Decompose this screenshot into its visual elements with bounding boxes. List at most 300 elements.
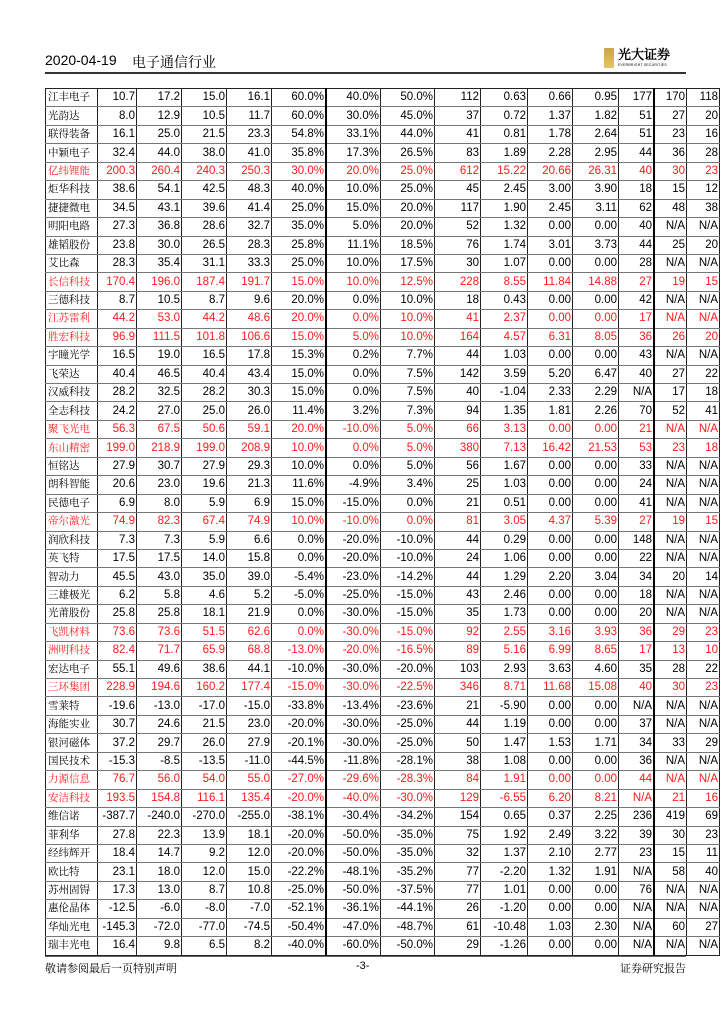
company-name-cell: 飞荣达: [46, 365, 98, 383]
company-name-cell: 洲明科技: [46, 642, 98, 660]
value-cell: 5.0%: [381, 439, 435, 457]
value-cell: 39.6: [182, 199, 227, 217]
value-cell: 16.5: [98, 347, 137, 365]
value-cell: 0.00: [528, 881, 573, 899]
value-cell: N/A: [619, 900, 655, 918]
value-cell: 2.55: [481, 623, 528, 641]
value-cell: -74.5: [227, 918, 272, 936]
value-cell: N/A: [654, 254, 687, 272]
value-cell: 3.22: [573, 826, 619, 844]
value-cell: 45: [435, 181, 481, 199]
table-row: [46, 679, 720, 697]
value-cell: 346: [435, 679, 481, 697]
value-cell: -50.0%: [326, 844, 381, 862]
company-name-cell: 炬华科技: [46, 181, 98, 199]
company-name-cell: 中颖电子: [46, 144, 98, 162]
value-cell: 23.0: [137, 476, 182, 494]
value-cell: 7.5%: [381, 384, 435, 402]
value-cell: 11.84: [528, 273, 573, 291]
value-cell: 10: [687, 642, 720, 660]
value-cell: 20.0%: [381, 218, 435, 236]
value-cell: 38.6: [182, 660, 227, 678]
value-cell: 42: [619, 291, 655, 309]
value-cell: N/A: [654, 900, 687, 918]
value-cell: 2.26: [573, 402, 619, 420]
value-cell: 240.3: [182, 162, 227, 180]
value-cell: 52: [654, 402, 687, 420]
table-row: [46, 384, 720, 402]
value-cell: 20.66: [528, 162, 573, 180]
page-number: -3-: [356, 960, 370, 972]
value-cell: -20.0%: [326, 531, 381, 549]
value-cell: 0.00: [573, 586, 619, 604]
value-cell: 8.2: [227, 937, 272, 955]
value-cell: -47.0%: [326, 918, 381, 936]
value-cell: -36.1%: [326, 900, 381, 918]
value-cell: 21.5: [182, 715, 227, 733]
value-cell: 23: [687, 623, 720, 641]
value-cell: 0.00: [573, 310, 619, 328]
value-cell: 25.8%: [272, 236, 327, 254]
value-cell: 83: [435, 144, 481, 162]
value-cell: 36: [619, 752, 655, 770]
value-cell: 20: [687, 236, 720, 254]
value-cell: -25.0%: [272, 881, 327, 899]
table-row: [46, 531, 720, 549]
value-cell: 0.00: [573, 254, 619, 272]
value-cell: 15: [687, 513, 720, 531]
value-cell: 0.0%: [326, 439, 381, 457]
value-cell: 46.5: [137, 365, 182, 383]
table-row: [46, 771, 720, 789]
value-cell: 164: [435, 328, 481, 346]
value-cell: 5.9: [182, 531, 227, 549]
value-cell: 0.00: [528, 420, 573, 438]
value-cell: -240.0: [137, 808, 182, 826]
value-cell: 11.4%: [272, 402, 327, 420]
value-cell: N/A: [687, 347, 720, 365]
value-cell: 74.9: [98, 513, 137, 531]
value-cell: 101.8: [182, 328, 227, 346]
value-cell: 196.0: [137, 273, 182, 291]
value-cell: 84: [435, 771, 481, 789]
value-cell: -40.0%: [326, 789, 381, 807]
value-cell: 44: [619, 236, 655, 254]
value-cell: 60: [654, 918, 687, 936]
value-cell: 0.0%: [326, 365, 381, 383]
value-cell: 28.6: [182, 218, 227, 236]
value-cell: 1.92: [481, 826, 528, 844]
value-cell: -30.0%: [326, 605, 381, 623]
value-cell: 65.9: [182, 642, 227, 660]
value-cell: 17: [619, 642, 655, 660]
value-cell: N/A: [619, 918, 655, 936]
value-cell: N/A: [654, 476, 687, 494]
value-cell: 2.45: [481, 181, 528, 199]
value-cell: N/A: [687, 881, 720, 899]
value-cell: 25.0%: [381, 181, 435, 199]
table-row: [46, 328, 720, 346]
value-cell: 44: [435, 715, 481, 733]
value-cell: -4.9%: [326, 476, 381, 494]
value-cell: 11.68: [528, 679, 573, 697]
value-cell: 170: [654, 89, 687, 107]
value-cell: 0.0%: [326, 291, 381, 309]
value-cell: 16: [687, 125, 720, 143]
value-cell: 19.0: [137, 347, 182, 365]
company-name-cell: 维信诺: [46, 808, 98, 826]
industry-title: 电子通信行业: [132, 54, 216, 70]
value-cell: -40.0%: [272, 937, 327, 955]
value-cell: 56: [435, 457, 481, 475]
value-cell: 41: [619, 494, 655, 512]
value-cell: 28.2: [182, 384, 227, 402]
value-cell: 15.0%: [272, 494, 327, 512]
value-cell: N/A: [687, 476, 720, 494]
value-cell: 25.0: [137, 125, 182, 143]
value-cell: 15.0%: [272, 328, 327, 346]
value-cell: 1.89: [481, 144, 528, 162]
value-cell: 2.25: [573, 808, 619, 826]
value-cell: 44.0%: [381, 125, 435, 143]
value-cell: 3.63: [528, 660, 573, 678]
value-cell: 76: [435, 236, 481, 254]
value-cell: 0.00: [573, 494, 619, 512]
value-cell: -35.2%: [381, 863, 435, 881]
value-cell: 15: [687, 273, 720, 291]
value-cell: 2.10: [528, 844, 573, 862]
value-cell: 27.3: [98, 218, 137, 236]
value-cell: 92: [435, 623, 481, 641]
value-cell: 61: [435, 918, 481, 936]
value-cell: 74.9: [227, 513, 272, 531]
value-cell: 0.0%: [272, 549, 327, 567]
value-cell: 0.0%: [381, 494, 435, 512]
value-cell: 21: [619, 420, 655, 438]
table-row: [46, 476, 720, 494]
value-cell: 0.29: [481, 531, 528, 549]
company-name-cell: 银河磁体: [46, 734, 98, 752]
value-cell: 11.7: [227, 107, 272, 125]
value-cell: 170.4: [98, 273, 137, 291]
value-cell: 43: [435, 586, 481, 604]
value-cell: 0.66: [528, 89, 573, 107]
value-cell: 154.8: [137, 789, 182, 807]
table-row: [46, 347, 720, 365]
value-cell: 33: [654, 734, 687, 752]
value-cell: 208.9: [227, 439, 272, 457]
value-cell: 17.5%: [381, 254, 435, 272]
value-cell: 117: [435, 199, 481, 217]
value-cell: 0.51: [481, 494, 528, 512]
table-row: [46, 789, 720, 807]
value-cell: -10.48: [481, 918, 528, 936]
value-cell: 3.4%: [381, 476, 435, 494]
value-cell: -20.0%: [381, 660, 435, 678]
value-cell: 3.00: [528, 181, 573, 199]
company-name-cell: 安洁科技: [46, 789, 98, 807]
value-cell: -25.0%: [381, 734, 435, 752]
value-cell: 77: [435, 881, 481, 899]
value-cell: 48.3: [227, 181, 272, 199]
table-row: [46, 218, 720, 236]
table-row: [46, 549, 720, 567]
value-cell: 30.0%: [272, 162, 327, 180]
value-cell: 103: [435, 660, 481, 678]
value-cell: 3.04: [573, 568, 619, 586]
value-cell: -52.1%: [272, 900, 327, 918]
value-cell: 10.0%: [326, 273, 381, 291]
value-cell: -20.0%: [326, 549, 381, 567]
value-cell: 89: [435, 642, 481, 660]
value-cell: 51: [619, 107, 655, 125]
value-cell: 27: [619, 513, 655, 531]
logo-cn-text: 光大证券: [618, 48, 671, 63]
value-cell: 25.0%: [272, 199, 327, 217]
value-cell: 56.3: [98, 420, 137, 438]
value-cell: -13.0%: [272, 642, 327, 660]
value-cell: N/A: [654, 586, 687, 604]
value-cell: N/A: [654, 310, 687, 328]
value-cell: N/A: [687, 549, 720, 567]
value-cell: -270.0: [182, 808, 227, 826]
value-cell: -145.3: [98, 918, 137, 936]
value-cell: 0.00: [573, 291, 619, 309]
value-cell: 76: [619, 881, 655, 899]
value-cell: 191.7: [227, 273, 272, 291]
value-cell: 15.0: [182, 89, 227, 107]
value-cell: -1.04: [481, 384, 528, 402]
value-cell: 55.1: [98, 660, 137, 678]
value-cell: N/A: [654, 752, 687, 770]
value-cell: 77: [435, 863, 481, 881]
value-cell: 16.1: [98, 125, 137, 143]
value-cell: 40.0%: [326, 89, 381, 107]
value-cell: 44.2: [98, 310, 137, 328]
value-cell: 1.32: [528, 863, 573, 881]
value-cell: -44.1%: [381, 900, 435, 918]
table-row: [46, 752, 720, 770]
value-cell: 18: [687, 384, 720, 402]
company-name-cell: 三德科技: [46, 291, 98, 309]
value-cell: 54.1: [137, 181, 182, 199]
value-cell: 24: [619, 476, 655, 494]
value-cell: 27: [654, 107, 687, 125]
value-cell: 250.3: [227, 162, 272, 180]
value-cell: 1.32: [481, 218, 528, 236]
value-cell: -22.2%: [272, 863, 327, 881]
value-cell: 106.6: [227, 328, 272, 346]
value-cell: 10.0%: [381, 291, 435, 309]
value-cell: 28: [619, 254, 655, 272]
company-name-cell: 汉威科技: [46, 384, 98, 402]
value-cell: 6.2: [98, 586, 137, 604]
value-cell: 1.91: [481, 771, 528, 789]
value-cell: 3.16: [528, 623, 573, 641]
report-date: 2020-04-19: [45, 52, 117, 68]
value-cell: 0.00: [573, 937, 619, 955]
value-cell: 26.0: [227, 402, 272, 420]
value-cell: 1.71: [573, 734, 619, 752]
value-cell: 10.5: [137, 291, 182, 309]
value-cell: -44.5%: [272, 752, 327, 770]
value-cell: 18.1: [227, 826, 272, 844]
value-cell: -20.0%: [272, 826, 327, 844]
value-cell: 7.3%: [381, 402, 435, 420]
company-name-cell: 欧比特: [46, 863, 98, 881]
company-name-cell: 全志科技: [46, 402, 98, 420]
value-cell: 67.4: [182, 513, 227, 531]
value-cell: -11.0: [227, 752, 272, 770]
value-cell: 7.7%: [381, 347, 435, 365]
value-cell: -50.0%: [381, 937, 435, 955]
value-cell: 16.5: [182, 347, 227, 365]
value-cell: 28.2: [98, 384, 137, 402]
value-cell: 17.3: [98, 881, 137, 899]
value-cell: N/A: [654, 291, 687, 309]
value-cell: 0.0%: [326, 310, 381, 328]
value-cell: 17.3%: [326, 144, 381, 162]
value-cell: 38: [687, 199, 720, 217]
value-cell: 0.00: [528, 937, 573, 955]
value-cell: -48.7%: [381, 918, 435, 936]
value-cell: -14.2%: [381, 568, 435, 586]
table-row: [46, 89, 720, 107]
value-cell: 1.29: [481, 568, 528, 586]
value-cell: 21.3: [227, 476, 272, 494]
value-cell: 1.37: [481, 844, 528, 862]
value-cell: 19.6: [182, 476, 227, 494]
company-name-cell: 三环集团: [46, 679, 98, 697]
value-cell: 25: [435, 476, 481, 494]
value-cell: 12: [687, 181, 720, 199]
value-cell: 37: [619, 715, 655, 733]
value-cell: 23: [619, 844, 655, 862]
value-cell: -22.5%: [381, 679, 435, 697]
value-cell: 32: [435, 844, 481, 862]
value-cell: 9.2: [182, 844, 227, 862]
table-row: [46, 125, 720, 143]
company-name-cell: 宏达电子: [46, 660, 98, 678]
value-cell: 200.3: [98, 162, 137, 180]
value-cell: 62.6: [227, 623, 272, 641]
value-cell: 10.0%: [381, 310, 435, 328]
value-cell: N/A: [687, 771, 720, 789]
value-cell: 27.0: [137, 402, 182, 420]
value-cell: 0.00: [528, 531, 573, 549]
value-cell: 94: [435, 402, 481, 420]
value-cell: 33.1%: [326, 125, 381, 143]
value-cell: 10.0%: [272, 457, 327, 475]
value-cell: N/A: [687, 254, 720, 272]
value-cell: -28.1%: [381, 752, 435, 770]
value-cell: N/A: [654, 697, 687, 715]
value-cell: 7.3: [98, 531, 137, 549]
value-cell: 3.90: [573, 181, 619, 199]
value-cell: 20.6: [98, 476, 137, 494]
table-row: [46, 586, 720, 604]
value-cell: -28.3%: [381, 771, 435, 789]
value-cell: 31.1: [182, 254, 227, 272]
value-cell: 160.2: [182, 679, 227, 697]
value-cell: 15.0%: [326, 199, 381, 217]
footer-report-type: 证券研究报告: [620, 963, 686, 975]
value-cell: 2.29: [573, 384, 619, 402]
value-cell: 48: [654, 199, 687, 217]
value-cell: 1.78: [528, 125, 573, 143]
value-cell: 177: [619, 89, 655, 107]
value-cell: 51.5: [182, 623, 227, 641]
company-name-cell: 经纬辉开: [46, 844, 98, 862]
value-cell: 68.8: [227, 642, 272, 660]
value-cell: 12.0: [227, 844, 272, 862]
value-cell: 1.03: [528, 918, 573, 936]
value-cell: 18.1: [182, 605, 227, 623]
value-cell: 1.53: [528, 734, 573, 752]
value-cell: 28.3: [98, 254, 137, 272]
value-cell: 0.00: [573, 549, 619, 567]
value-cell: 194.6: [137, 679, 182, 697]
value-cell: 18: [687, 439, 720, 457]
company-name-cell: 江丰电子: [46, 89, 98, 107]
value-cell: 0.00: [573, 752, 619, 770]
value-cell: -27.0%: [272, 771, 327, 789]
value-cell: 1.35: [481, 402, 528, 420]
table-row: [46, 420, 720, 438]
value-cell: -33.8%: [272, 697, 327, 715]
value-cell: 14.88: [573, 273, 619, 291]
value-cell: 45.5: [98, 568, 137, 586]
value-cell: 40: [619, 162, 655, 180]
value-cell: 0.00: [573, 218, 619, 236]
value-cell: 24.2: [98, 402, 137, 420]
company-name-cell: 飞凯材料: [46, 623, 98, 641]
table-row: [46, 457, 720, 475]
value-cell: 23.8: [98, 236, 137, 254]
value-cell: 16.4: [98, 937, 137, 955]
value-cell: 15.0%: [272, 384, 327, 402]
value-cell: 0.00: [528, 715, 573, 733]
value-cell: N/A: [654, 494, 687, 512]
value-cell: 1.82: [573, 107, 619, 125]
value-cell: 111.5: [137, 328, 182, 346]
value-cell: 35: [619, 660, 655, 678]
value-cell: 23: [654, 125, 687, 143]
value-cell: 13.0: [137, 881, 182, 899]
value-cell: 21: [435, 494, 481, 512]
value-cell: -35.0%: [381, 844, 435, 862]
table-row: [46, 605, 720, 623]
value-cell: 10.0%: [272, 439, 327, 457]
value-cell: -30.0%: [326, 679, 381, 697]
value-cell: 0.65: [481, 808, 528, 826]
value-cell: -1.20: [481, 900, 528, 918]
value-cell: 29.7: [137, 734, 182, 752]
value-cell: 1.81: [528, 402, 573, 420]
value-cell: 0.00: [528, 218, 573, 236]
value-cell: 8.21: [573, 789, 619, 807]
value-cell: 37.2: [98, 734, 137, 752]
company-name-cell: 捷捷微电: [46, 199, 98, 217]
value-cell: 3.59: [481, 365, 528, 383]
value-cell: 8.7: [182, 881, 227, 899]
value-cell: 10.7: [98, 89, 137, 107]
value-cell: 44: [435, 531, 481, 549]
value-cell: 12.9: [137, 107, 182, 125]
value-cell: 36: [654, 144, 687, 162]
value-cell: 20.0%: [381, 199, 435, 217]
value-cell: -30.0%: [326, 623, 381, 641]
